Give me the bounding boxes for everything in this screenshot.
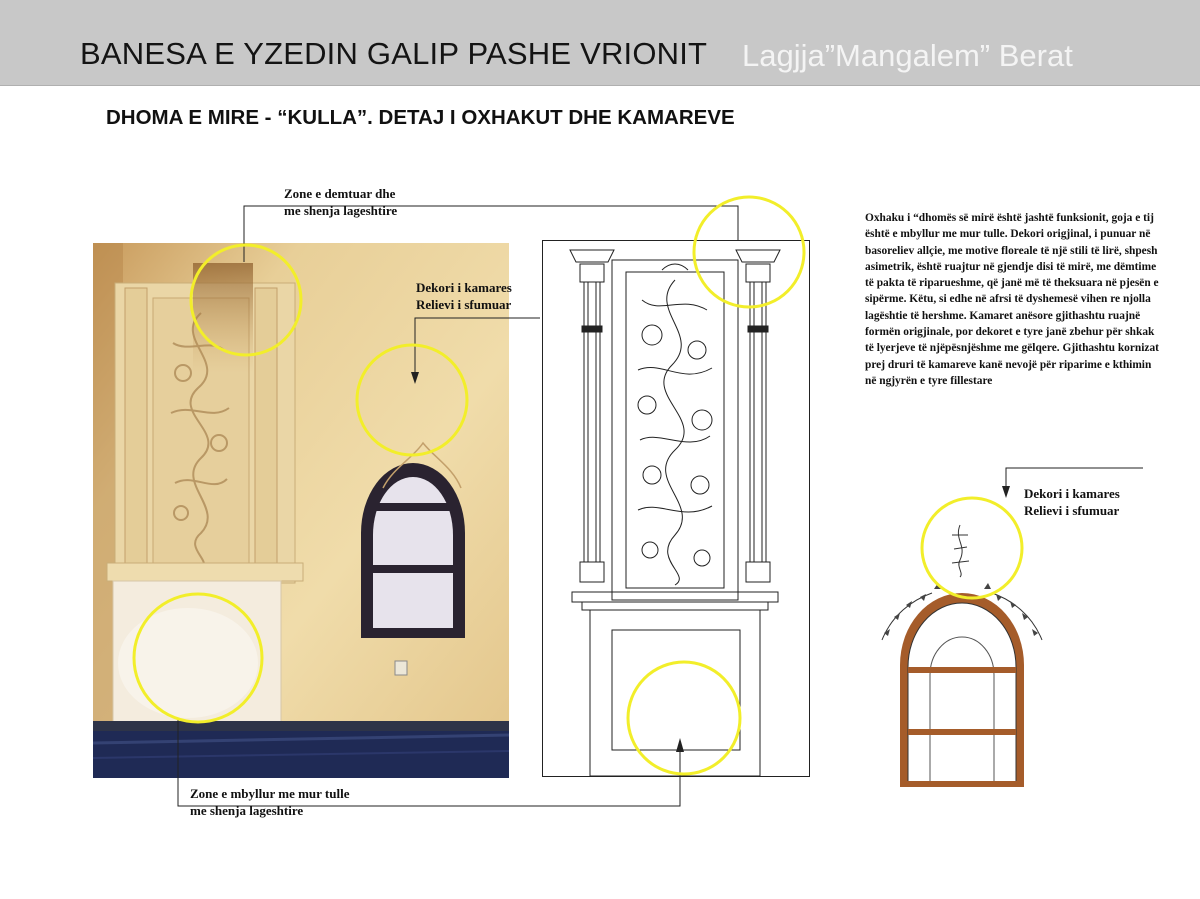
page-title: BANESA E YZEDIN GALIP PASHE VRIONIT bbox=[80, 36, 708, 71]
location-label: Lagjja”Mangalem” Berat bbox=[742, 38, 1073, 73]
closed-zone-label-line1: Zone e mbyllur me mur tulle bbox=[190, 786, 350, 801]
damaged-zone-label-line1: Zone e demtuar dhe bbox=[284, 186, 396, 201]
niche-decor-label-line2: Relievi i sfumuar bbox=[416, 297, 512, 312]
header-bar bbox=[0, 0, 1200, 86]
niche-decor-label-line1: Dekori i kamares bbox=[416, 280, 512, 295]
section-subtitle: DHOMA E MIRE - “KULLA”. DETAJ I OXHAKUT DHE KAMAREVE bbox=[106, 106, 735, 129]
fireplace-photo bbox=[93, 243, 512, 778]
damaged-zone-label-line2: me shenja lageshtire bbox=[284, 203, 398, 218]
description-paragraph: Oxhaku i “dhomës së mirë është jashtë funksionit, goja e tij është e mbyllur me mur tulle. Dekori origjinal, i punuar në basoreliev allçie, me motive floreale të një stili të lirë, shpesh asimetrik, është ruajtur në gjendje disi të mirë, me dëmtime të pakta të riparueshme, që janë më të theksuara në pjesën e sipërme. Këtu, si edhe në afrsi të dyshemesë vihen re njolla lagështie të hershme. Kamaret anësore gjithashtu ruajnë formën origjinale, por dekoret e tyre janë zbehur për shkak të lyerjeve të njëpësnjëshme me gëlqere. Gjithashtu kornizat prej druri të kamareve kanë nevojë për riparime e kthimin në ngjyrën e tyre fillestare bbox=[865, 212, 1159, 387]
niche-drawing bbox=[872, 515, 1052, 790]
niche-decor-right-label-line1: Dekori i kamares bbox=[1024, 486, 1120, 501]
niche-decor-right-label-line2: Relievi i sfumuar bbox=[1024, 503, 1120, 518]
closed-zone-label-line2: me shenja lageshtire bbox=[190, 803, 304, 818]
fireplace-drawing bbox=[542, 240, 810, 777]
